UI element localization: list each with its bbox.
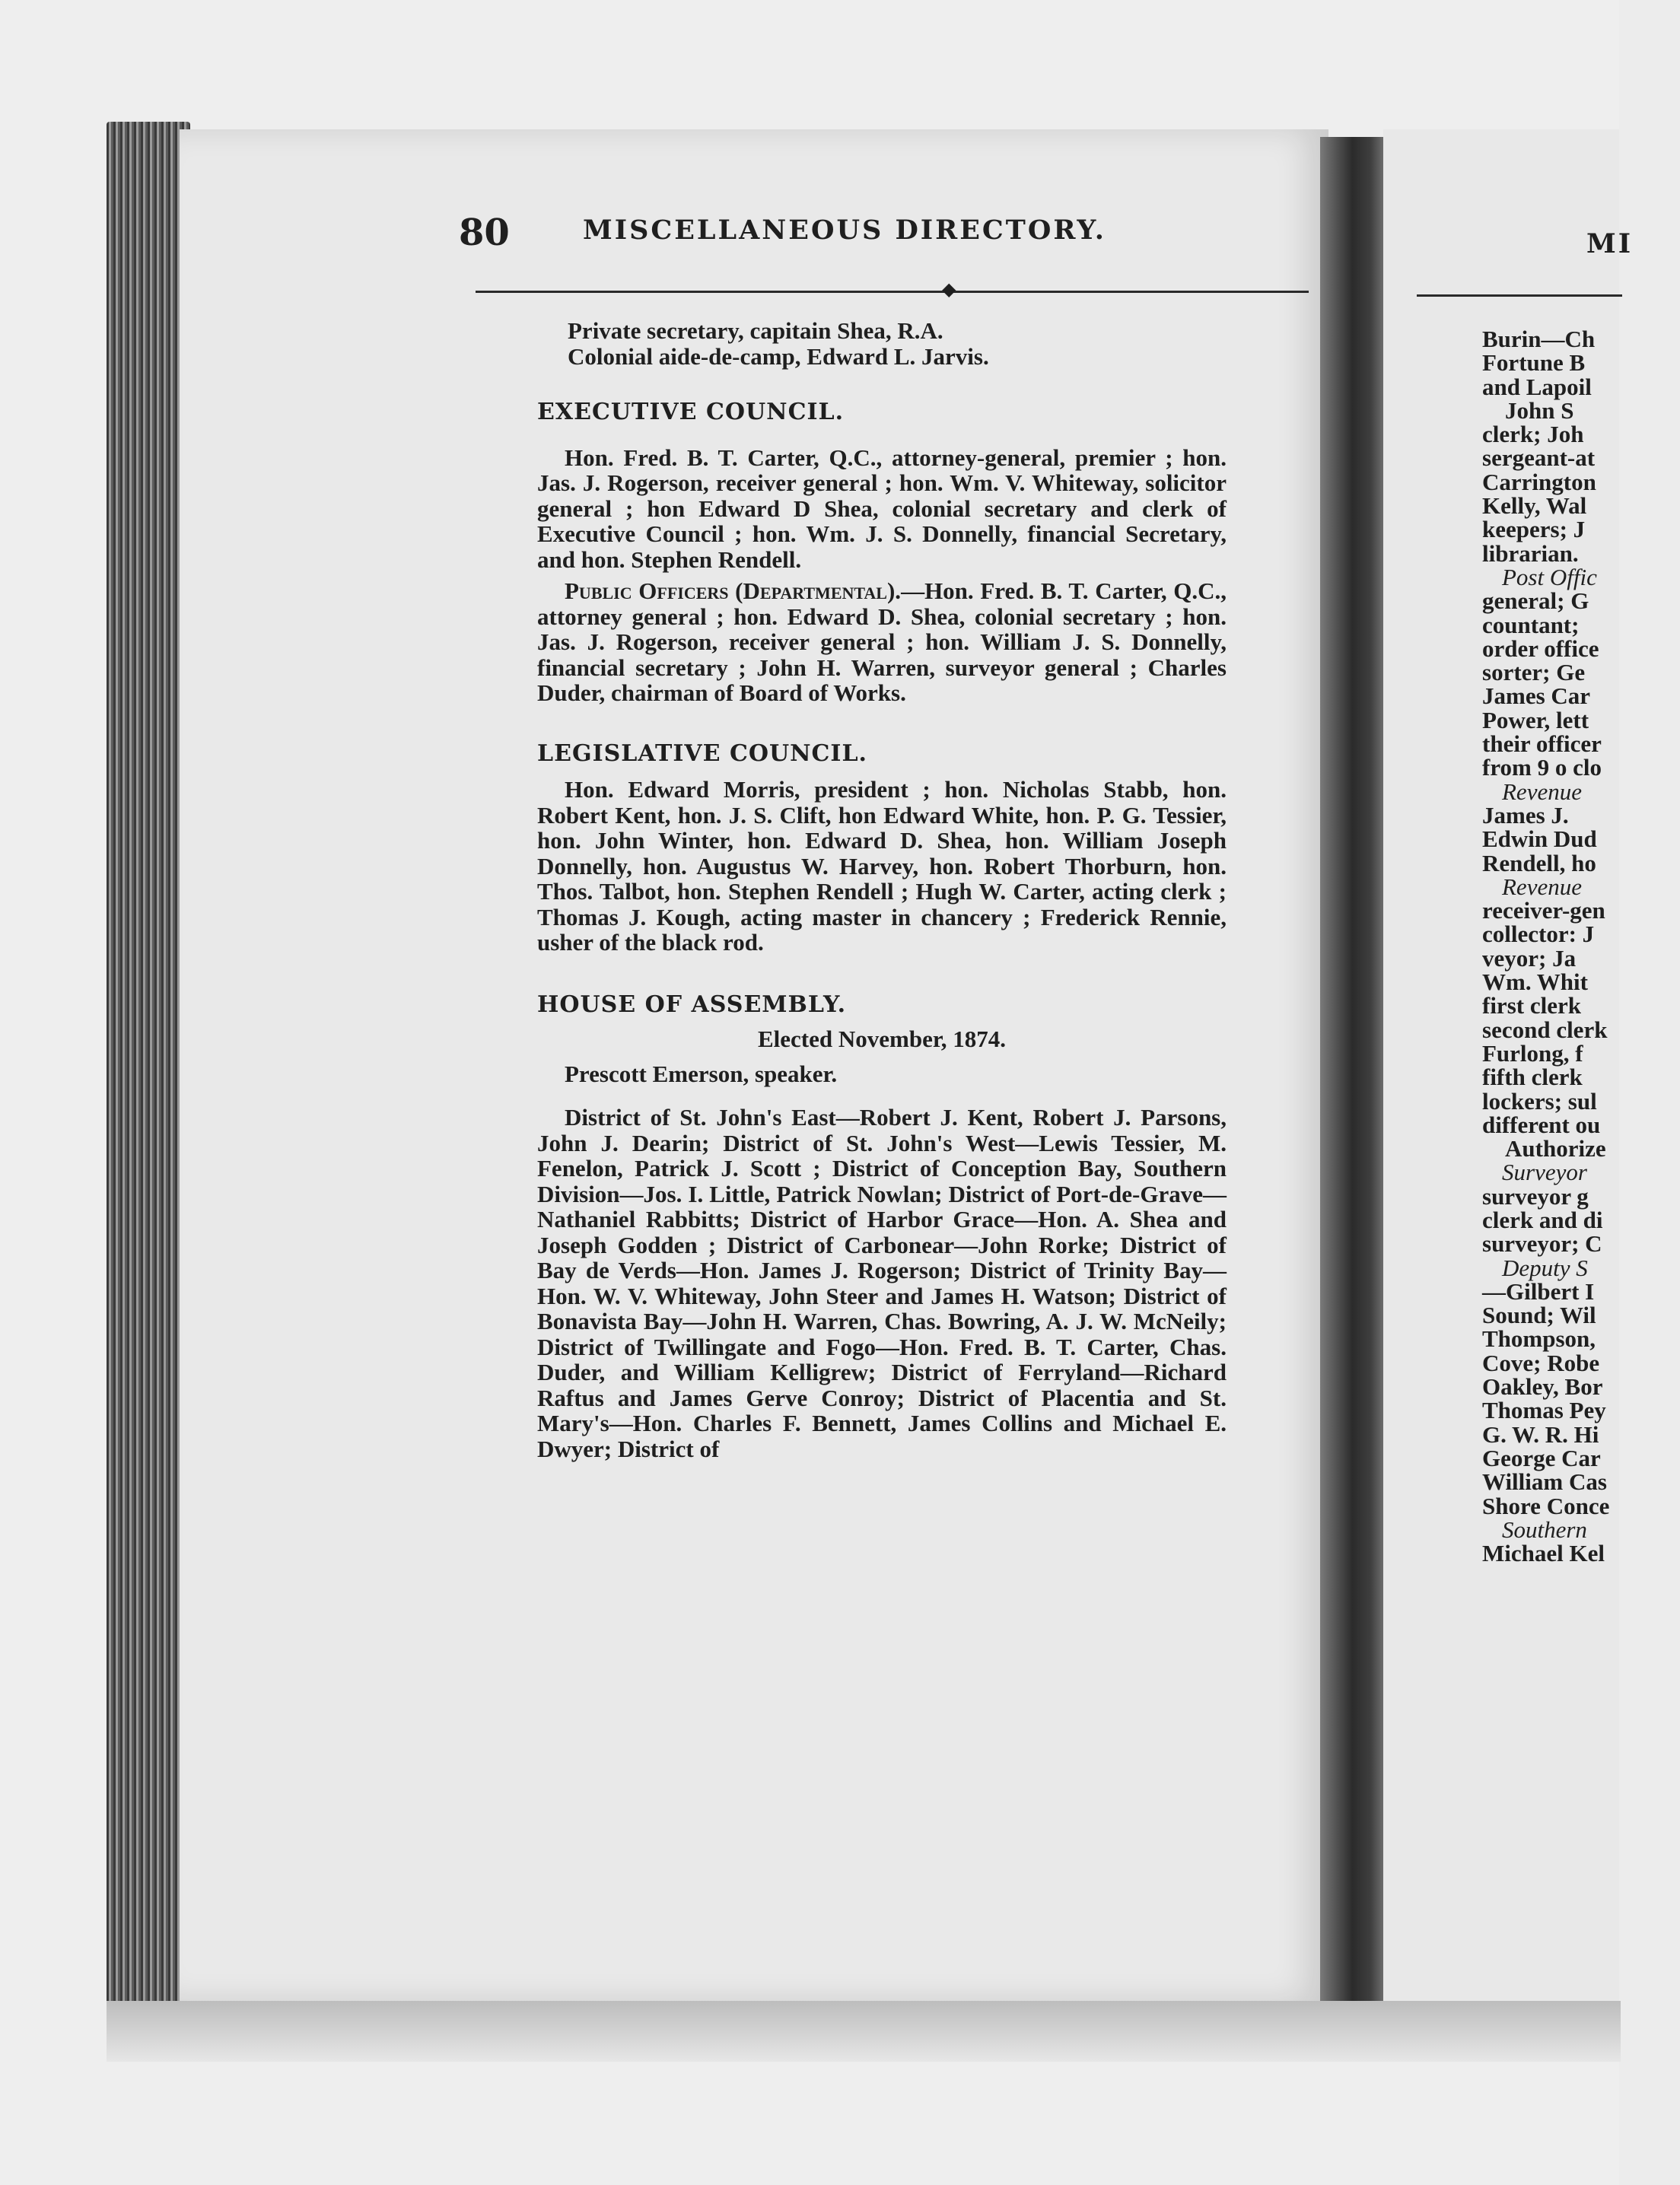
right-page-line: Michael Kel	[1482, 1540, 1605, 1567]
right-page-line: Deputy S	[1502, 1254, 1588, 1281]
right-page-line: Rendell, ho	[1482, 849, 1596, 876]
right-page-line: and Lapoil	[1482, 373, 1592, 400]
right-page-line: Thomas Pey	[1482, 1397, 1606, 1424]
right-page-line: James Car	[1482, 682, 1591, 710]
right-page-line: James J.	[1482, 801, 1569, 829]
right-page-line: Shore Conce	[1482, 1492, 1610, 1519]
executive-council-heading: EXECUTIVE COUNCIL.	[537, 399, 845, 425]
right-page-line: keepers; J	[1482, 516, 1586, 543]
right-page-line: their officer	[1482, 730, 1602, 758]
right-page-line: Kelly, Wal	[1482, 492, 1587, 520]
right-page-line: order office	[1482, 635, 1599, 662]
right-header-rule	[1417, 294, 1622, 297]
right-page-line: clerk and di	[1482, 1206, 1603, 1233]
right-page-line: Burin—Ch	[1482, 326, 1596, 352]
running-head: MISCELLANEOUS DIRECTORY.	[583, 215, 1106, 246]
right-page-line: sorter; Ge	[1482, 659, 1586, 686]
right-page-head: MI	[1586, 228, 1634, 259]
right-page-line: clerk; Joh	[1482, 421, 1584, 448]
right-page-line: —Gilbert I	[1482, 1277, 1595, 1305]
right-page-line: G. W. R. Hi	[1482, 1420, 1599, 1448]
right-page-line: John S	[1505, 396, 1574, 424]
right-page-line: Furlong, f	[1482, 1039, 1583, 1067]
right-page-line: Carrington	[1482, 468, 1596, 495]
right-page-line: Power, lett	[1482, 706, 1589, 733]
right-page-line: Revenue	[1502, 778, 1582, 805]
right-page-line: Surveyor	[1502, 1159, 1587, 1186]
right-page-line: Post Offic	[1502, 563, 1597, 590]
right-page-line: librarian.	[1482, 539, 1579, 567]
right-page-line: surveyor; C	[1482, 1230, 1602, 1258]
page-content	[537, 318, 1227, 1461]
right-page-line: first clerk	[1482, 992, 1581, 1019]
right-page-line: different ou	[1482, 1111, 1601, 1138]
districts-list: District of St. John's East—Robert J. Kent, Robert J. Parsons, John J. Dearin; District of St. John's West—Lewis Tessier, M. Fenelon, Patrick J. Scott ; District of Conception Bay, Southern Division—Jos. I. Little, Patrick Nowlan; District of Port-de-Grave—Nathaniel Rabbitts; District of Harbor Grace—Hon. A. Shea and Joseph Godden ; District of Carbonear—John Rorke; District of Bay de Verds—Hon. James J. Rogerson; District of Trinity Bay—Hon. W. V. Whiteway, John Steer and James H. Watson; District of Bonavista Bay—John H. Warren, Chas. Bowring, A. J. W. McNeily; District of Twillingate and Fogo—Hon. Fred. B. T. Carter, Chas. Duder, and William Kelligrew; District of Ferryland—Richard Raftus and James Gerve Conroy; District of Placentia and St. Mary's—Hon. Charles F. Bennett, James Collins and Michael E. Dwyer; District of	[537, 1104, 1227, 1462]
right-page-line: sergeant-at	[1482, 444, 1596, 472]
right-page-line: Cove; Robe	[1482, 1349, 1600, 1376]
right-page-line: Sound; Wil	[1482, 1302, 1596, 1329]
public-officers-paragraph	[537, 578, 1227, 706]
right-page-line: George Car	[1482, 1444, 1601, 1471]
right-page-line: Thompson,	[1482, 1325, 1596, 1353]
intro-line: Private secretary, capitain Shea, R.A.	[568, 317, 943, 344]
right-page-line: William Cas	[1482, 1468, 1607, 1496]
header-rule	[476, 291, 1309, 293]
right-page-line: Revenue	[1502, 873, 1582, 900]
right-page-line: lockers; sul	[1482, 1087, 1597, 1115]
right-page-line: Fortune B	[1482, 349, 1586, 377]
public-officers-label: Public Officers (Departmental).	[565, 577, 902, 604]
intro-lines	[537, 318, 1227, 369]
right-page-line: collector: J	[1482, 921, 1595, 948]
right-page-line: from 9 o clo	[1482, 754, 1602, 781]
rule-ornament: ◆	[942, 280, 956, 300]
house-of-assembly-heading: HOUSE OF ASSEMBLY.	[537, 991, 847, 1018]
public-officers-text: —Hon. Fred. B. T. Carter, Q.C., attorney general ; hon. Edward D. Shea, colonial secretary ; hon. Jas. J. Rogerson, receiver general ; hon. William J. S. Donnelly, financial secretary ; John H. Warren, surveyor general ; Charles Duder, chairman of Board of Works.	[537, 577, 1227, 706]
right-page-line: countant;	[1482, 611, 1580, 638]
legislative-council-text: Hon. Edward Morris, president ; hon. Nicholas Stabb, hon. Robert Kent, hon. J. S. Clift, hon Edward White, hon. P. G. Tessier, hon. John Winter, hon. Edward D. Shea, hon. William Joseph Donnelly, hon. Augustus W. Harvey, hon. Robert Thorburn, hon. Thos. Talbot, hon. Stephen Rendell ; Hugh W. Carter, acting clerk ; Thomas J. Kough, acting master in chancery ; Frederick Rennie, usher of the black rod.	[537, 776, 1227, 956]
right-page-line: Wm. Whit	[1482, 968, 1588, 996]
right-page-line: Oakley, Bor	[1482, 1373, 1603, 1401]
right-page-line: receiver-gen	[1482, 897, 1605, 924]
right-page-line: veyor; Ja	[1482, 944, 1577, 972]
right-page-line: fifth clerk	[1482, 1064, 1583, 1091]
book-page-edges	[107, 122, 190, 2054]
right-page-line: surveyor g	[1482, 1182, 1589, 1210]
speaker-line: Prescott Emerson, speaker.	[565, 1060, 838, 1087]
intro-line: Colonial aide-de-camp, Edward L. Jarvis.	[568, 342, 989, 370]
elected-date: Elected November, 1874.	[757, 1026, 1006, 1052]
right-page-line: Edwin Dud	[1482, 825, 1597, 853]
executive-council-members: Hon. Fred. B. T. Carter, Q.C., attorney-general, premier ; hon. Jas. J. Rogerson, receiver general ; hon. Wm. V. Whiteway, solicitor general ; hon Edward D Shea, colonial secretary and clerk of Executive Council ; hon. Wm. J. S. Donnelly, financial Secretary, and hon. Stephen Rendell.	[537, 444, 1227, 573]
bottom-shadow	[107, 2001, 1621, 2062]
right-page-content	[1482, 327, 1680, 1565]
right-page-line: Southern	[1502, 1516, 1587, 1543]
right-page-line: Authorize	[1505, 1135, 1606, 1162]
book-gutter	[1320, 137, 1392, 2054]
right-page-line: second clerk	[1482, 1016, 1608, 1043]
legislative-council-heading: LEGISLATIVE COUNCIL.	[537, 739, 867, 767]
right-page-line: general; G	[1482, 587, 1589, 615]
page-number: 80	[459, 212, 510, 254]
